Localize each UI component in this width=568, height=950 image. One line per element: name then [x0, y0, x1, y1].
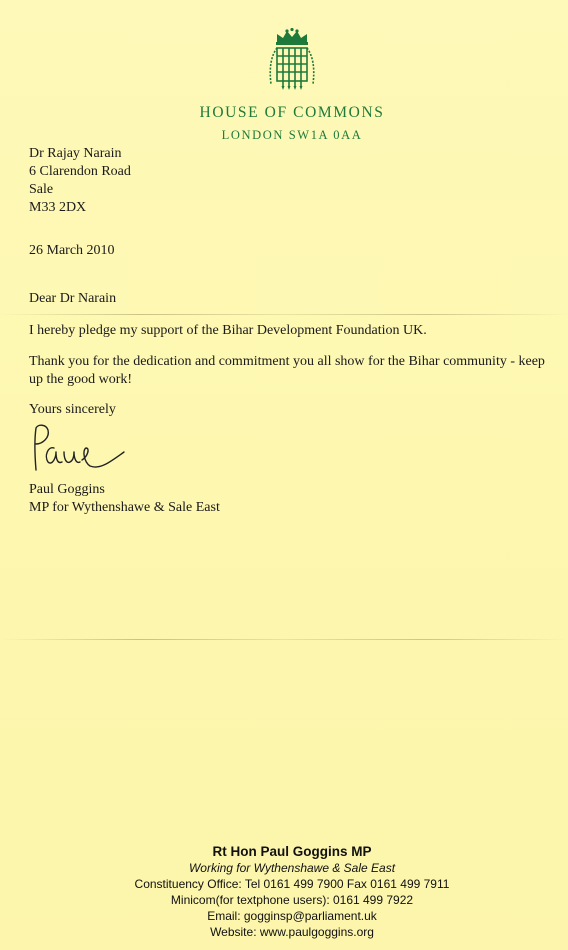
footer-tagline: Working for Wythenshawe & Sale East: [188, 861, 396, 875]
recipient-line: Dr Rajay Narain: [29, 146, 122, 161]
closing: Yours sincerely: [29, 402, 116, 417]
footer-office: Constituency Office: Tel 0161 499 7900 Fax 0161 499 7911: [134, 877, 450, 891]
recipient-address: [29, 145, 131, 217]
paper-fold-line: [0, 314, 568, 315]
body-paragraph: Thank you for the dedication and commitment you all show for the Bihar community - keep up the good work!: [29, 354, 545, 387]
footer-minicom: Minicom(for textphone users): 0161 499 7922: [170, 893, 414, 907]
footer-website: Website: www.paulgoggins.org: [210, 925, 374, 939]
recipient-line: 6 Clarendon Road: [29, 164, 131, 179]
footer-name: Rt Hon Paul Goggins MP: [212, 844, 372, 859]
recipient-line: Sale: [29, 182, 54, 197]
portcullis-crest-icon: [265, 28, 319, 92]
salutation: Dear Dr Narain: [29, 291, 117, 306]
letter-date: 26 March 2010: [29, 243, 115, 258]
body-paragraph: I hereby pledge my support of the Bihar Development Foundation UK.: [29, 323, 427, 338]
signatory: [29, 481, 220, 517]
letterhead-address: LONDON SW1A 0AA: [221, 128, 363, 142]
footer: [0, 843, 568, 940]
recipient-line: M33 2DX: [29, 200, 87, 215]
paper-fold-line: [0, 639, 568, 640]
signatory-role: MP for Wythenshawe & Sale East: [29, 500, 220, 515]
letterhead-title: HOUSE OF COMMONS: [199, 104, 385, 121]
footer-email: Email: gogginsp@parliament.uk: [207, 909, 377, 923]
handwritten-signature-icon: [28, 422, 128, 478]
signatory-name: Paul Goggins: [29, 482, 105, 497]
